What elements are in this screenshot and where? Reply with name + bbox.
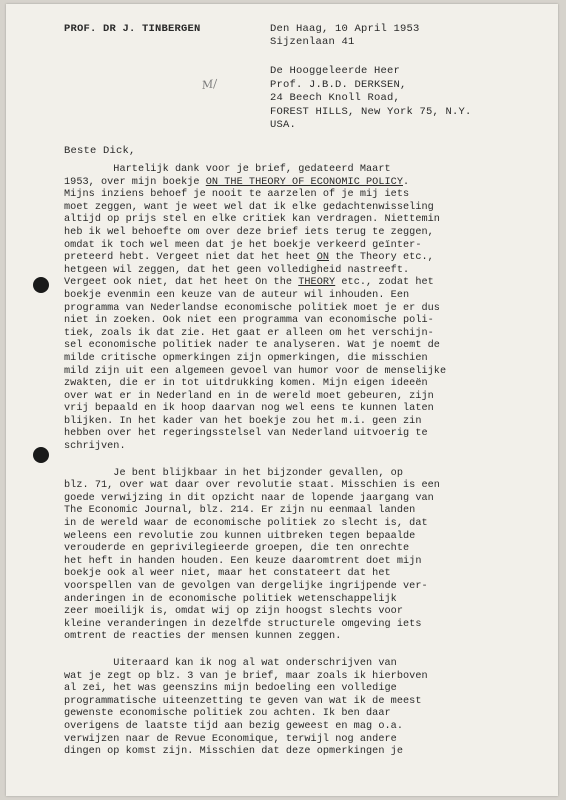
text-line: Mijns inziens behoef je nooit te aarzelen of je mij iets <box>64 189 410 201</box>
text-line: schrijven. <box>64 441 126 453</box>
letterhead-sender: PROF. DR J. TINBERGEN <box>64 23 201 35</box>
text-line: niet in zoeken. Ook niet een programma van economische poli- <box>64 315 434 327</box>
paragraph-2 <box>64 468 504 644</box>
text-line: mild zijn uit een algemeen gevoel van humor voor de menselijke <box>64 365 447 377</box>
letter-body <box>64 164 504 759</box>
text-line: preteerd hebt. Vergeet niet dat het heet ON the Theory etc., <box>64 252 434 264</box>
text-line: Hartelijk dank voor je brief, gedateerd Maart <box>64 164 391 175</box>
paragraph-gap <box>64 644 504 658</box>
text-line: heb ik wel behoefte om over deze brief iets terug te zeggen, <box>64 226 434 238</box>
text-line: in de wereld waar de economische politiek zo slecht is, dat <box>64 518 428 530</box>
text-line: milde critische opmerkingen zijn opmerkingen, die misschien <box>64 352 428 364</box>
text-line: wat je zegt op blz. 3 van je brief, maar zoals ik hierboven <box>64 670 428 682</box>
text-line: over wat er in Nederland en in de wereld moet gebeuren, zijn <box>64 390 434 402</box>
text-line: verwijzen naar de Revue Economique, terwijl nog andere <box>64 733 397 745</box>
paragraph-1 <box>64 164 504 454</box>
text-line: altijd op prijs stel en elke critiek kan verdragen. Niettemin <box>64 214 440 226</box>
text-line: The Economic Journal, blz. 214. Er zijn nu eenmaal landen <box>64 505 416 517</box>
addressee-line: Prof. J.B.D. DERKSEN, <box>270 78 407 91</box>
addressee-block <box>270 65 472 133</box>
text-line: tiek, zoals ik dat zie. Het gaat er alleen om het verschijn- <box>64 327 434 339</box>
text-line: Je bent blijkbaar in het bijzonder gevallen, op <box>64 467 403 479</box>
text-line: programma van Nederlandse economische politiek moet je er dus <box>64 302 440 314</box>
text-line: al zei, het was geenszins mijn bedoeling een volledige <box>64 683 397 695</box>
text-line: verouderde en geprivilegieerde groepen, die ten onrechte <box>64 543 410 555</box>
text-line: 1953, over mijn boekje ON THE THEORY OF ECONOMIC POLICY. <box>64 176 410 188</box>
text-line: gewenste economische politiek zou achten. Ik ben daar <box>64 708 391 720</box>
text-line: het heft in handen houden. Een keuze daaromtrent doet mijn <box>64 555 422 567</box>
text-line: moet zeggen, want je weet wel dat ik elke gedachtenwisseling <box>64 201 434 213</box>
text-line: Vergeet ook niet, dat het heet On the THEORY etc., zodat het <box>64 277 434 289</box>
text-line: vrij bepaald en ik hoop daarvan nog wel eens te kunnen laten <box>64 403 434 415</box>
text-line: dingen op komst zijn. Misschien dat deze opmerkingen je <box>64 746 403 758</box>
punch-hole-top <box>33 277 49 293</box>
text-line: sel economische politiek nader te analyseren. Wat je noemt de <box>64 340 440 352</box>
text-line: voorspellen van de gevolgen van dergelijke ingrijpende ver- <box>64 581 428 592</box>
addressee-line: 24 Beech Knoll Road, <box>270 92 401 104</box>
place-date-block <box>270 23 420 49</box>
text-line: boekje ook al weer niet, maar het constateert dat het <box>64 568 391 580</box>
text-line: zwakten, die er in tot uitdrukking komen. Mijn eigen ideeën <box>64 378 428 390</box>
addressee-line: USA. <box>270 119 297 131</box>
text-line: weleens een revolutie zou kunnen uitbreken tegen bepaalde <box>64 530 416 542</box>
handwritten-initials: M/ <box>201 77 218 92</box>
underlined-word: ON THE THEORY OF ECONOMIC POLICY <box>205 176 403 188</box>
letter-page <box>6 4 558 796</box>
street-address: Sijzenlaan 41 <box>270 36 355 48</box>
underlined-word: ON <box>316 252 330 264</box>
text-line: hebben over het regeringsstelsel van Nederland uitvoerig te <box>64 428 428 440</box>
addressee-line: De Hooggeleerde Heer <box>270 65 401 77</box>
text-line: Uiteraard kan ik nog al wat onderschrijven van <box>64 657 397 669</box>
text-line: zeer moeilijk is, omdat wij op zijn hoogst slechts voor <box>64 606 403 618</box>
text-line: omtrent de reacties der mensen kunnen zeggen. <box>64 631 342 643</box>
salutation: Beste Dick, <box>64 145 136 157</box>
paragraph-3 <box>64 658 504 759</box>
addressee-line: FOREST HILLS, New York 75, N.Y. <box>270 105 472 118</box>
underlined-word: THEORY <box>298 277 336 289</box>
text-line: overigens de laatste tijd aan bezig geweest en mag o.a. <box>64 720 403 732</box>
text-line: hetgeen wil zeggen, dat het geen volledigheid nastreeft. <box>64 264 410 276</box>
text-line: omdat ik toch wel meen dat je het boekje verkeerd geïnter- <box>64 239 422 251</box>
text-line: programmatische uiteenzetting te geven van wat ik de meest <box>64 695 422 707</box>
text-line: blijken. In het kader van het boekje zou het m.i. geen zin <box>64 415 422 427</box>
text-line: blz. 71, over wat daar over revolutie staat. Misschien is een <box>64 480 440 492</box>
text-line: goede verwijzing in dit opzicht naar de lopende jaargang van <box>64 492 434 504</box>
text-line: anderingen in de economische politiek wetenschappelijk <box>64 593 397 605</box>
punch-hole-bottom <box>33 447 49 463</box>
text-line: boekje evenmin een keuze van de auteur wil inhouden. Een <box>64 289 410 301</box>
place-date: Den Haag, 10 April 1953 <box>270 23 420 35</box>
paragraph-gap <box>64 454 504 468</box>
text-line: kleine veranderingen in dezelfde structurele omgeving iets <box>64 618 422 630</box>
